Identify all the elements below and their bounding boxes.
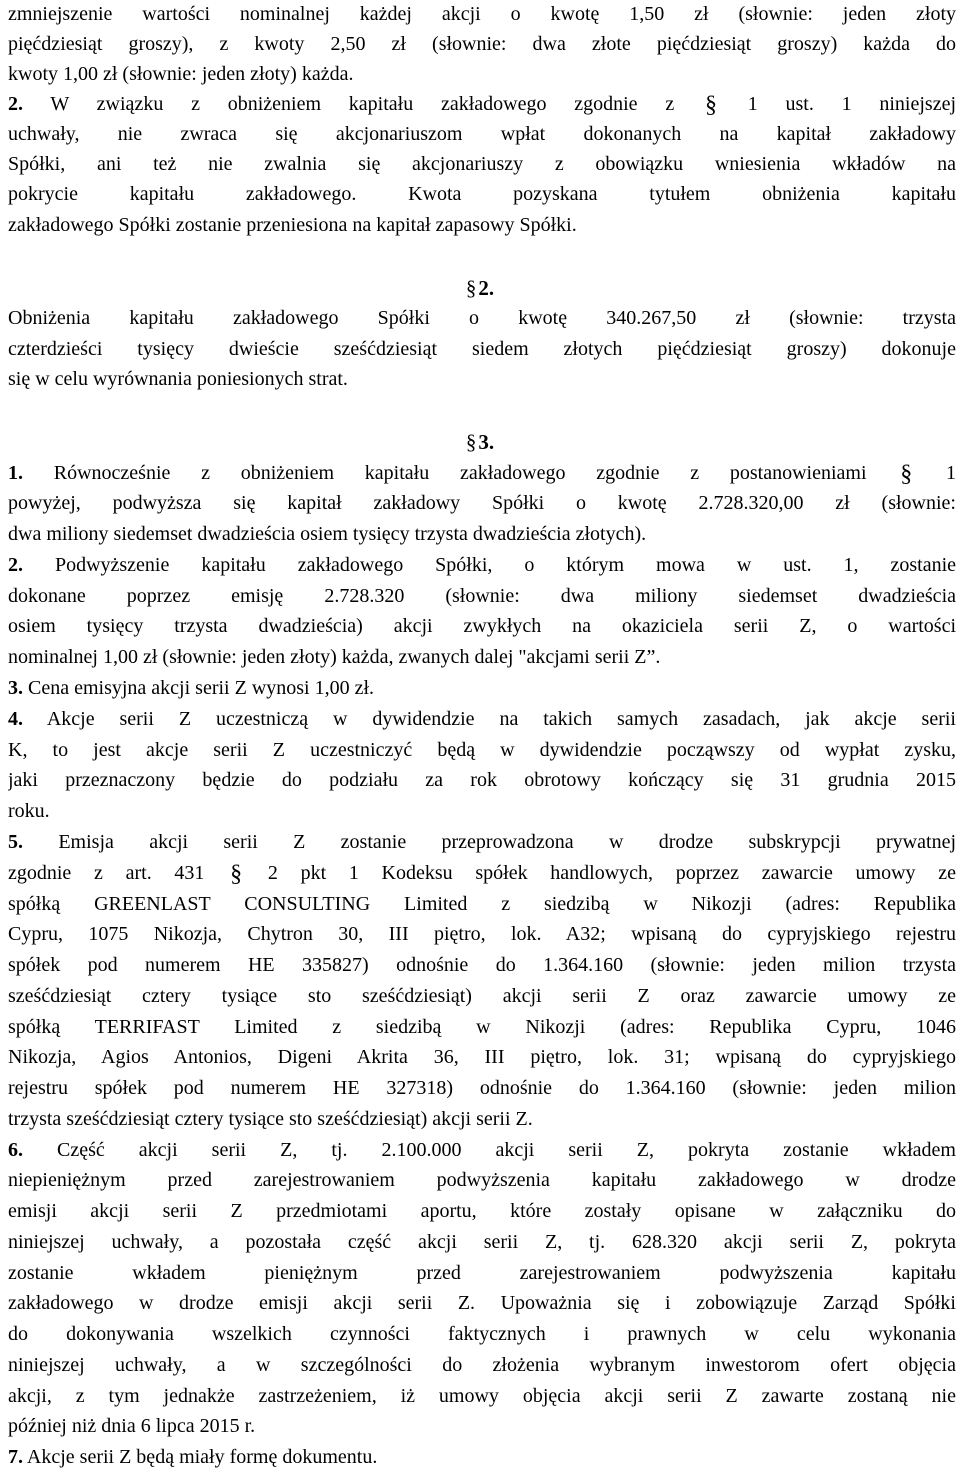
body-line: spółek pod numerem HE 335827) odnośnie do 1.364.160 (słownie: jeden milion trzysta bbox=[8, 954, 956, 976]
paragraph-number: 4. bbox=[8, 708, 23, 730]
body-text: 1 bbox=[946, 462, 956, 484]
paragraph-number: 7. bbox=[8, 1446, 23, 1468]
paragraph-number: 2. bbox=[8, 554, 23, 576]
body-line: roku. bbox=[8, 800, 50, 822]
body-line: akcji, z tym jednakże zastrzeżeniem, iż umowy objęcia akcji serii Z zawarte zostaną nie bbox=[8, 1385, 956, 1407]
body-line: zakładowego Spółki zostanie przeniesiona na kapitał zapasowy Spółki. bbox=[8, 214, 577, 236]
paragraph-number: 2. bbox=[8, 93, 23, 115]
section-sign: § bbox=[465, 276, 477, 300]
paragraph-number: 3. bbox=[8, 677, 23, 699]
body-line: Cypru, 1075 Nikozja, Chytron 30, III piętro, lok. A32; wpisaną do cypryjskiego rejestru bbox=[8, 923, 956, 945]
body-line: Nikozja, Agios Antonios, Digeni Akrita 36, III piętro, lok. 31; wpisaną do cypryjskiego bbox=[8, 1046, 956, 1068]
paragraph-3-7 bbox=[8, 1445, 956, 1469]
body-line: niniejszej uchwały, a pozostała część akcji serii Z, tj. 628.320 akcji serii Z, pokryta bbox=[8, 1231, 956, 1253]
body-text: Równocześnie z obniżeniem kapitału zakładowego zgodnie z postanowieniami bbox=[53, 462, 867, 484]
body-line: zmniejszenie wartości nominalnej każdej akcji o kwotę 1,50 zł (słownie: jeden złoty bbox=[8, 3, 956, 25]
body-line: sześćdziesiąt cztery tysiące sto sześćdziesiąt) akcji serii Z oraz zawarcie umowy ze bbox=[8, 985, 956, 1007]
paragraph-3-5-second-line bbox=[8, 861, 956, 885]
body-line: niepieniężnym przed zarejestrowaniem podwyższenia kapitału zakładowego w drodze bbox=[8, 1169, 956, 1191]
body-line: zakładowego w drodze emisji akcji serii Z. Upoważnia się i zobowiązuje Zarząd Spółki bbox=[8, 1292, 956, 1314]
body-line: dwa miliony siedemset dwadzieścia osiem tysięcy trzysta dwadzieścia złotych). bbox=[8, 523, 647, 545]
body-line: Obniżenia kapitału zakładowego Spółki o kwotę 340.267,50 zł (słownie: trzysta bbox=[8, 307, 956, 329]
body-line: do dokonywania wszelkich czynności faktycznych i prawnych w celu wykonania bbox=[8, 1323, 956, 1345]
body-line: niniejszej uchwały, a w szczególności do złożenia wybranym inwestorom ofert objęcia bbox=[8, 1354, 956, 1376]
body-line: K, to jest akcje serii Z uczestniczyć będą w dywidendzie począwszy od wypłat zysku, bbox=[8, 739, 956, 761]
body-line: zostanie wkładem pieniężnym przed zarejestrowaniem podwyższenia kapitału bbox=[8, 1262, 956, 1284]
body-line: później niż dnia 6 lipca 2015 r. bbox=[8, 1415, 256, 1437]
paragraph-number: 5. bbox=[8, 831, 23, 853]
body-line: trzysta sześćdziesiąt cztery tysiące sto sześćdziesiąt) akcji serii Z. bbox=[8, 1108, 533, 1130]
body-line: uchwały, nie zwraca się akcjonariuszom wpłat dokonanych na kapitał zakładowy bbox=[8, 123, 956, 145]
body-text: Akcje serii Z uczestniczą w dywidendzie na takich samych zasadach, jak akcje serii bbox=[46, 708, 956, 730]
body-line: emisji akcji serii Z przedmiotami aportu, które zostały opisane w załączniku do bbox=[8, 1200, 956, 1222]
body-line: powyżej, podwyższa się kapitał zakładowy Spółki o kwotę 2.728.320,00 zł (słownie: bbox=[8, 492, 956, 514]
paragraph-number: 1. bbox=[8, 462, 23, 484]
section-sign: § bbox=[900, 461, 913, 485]
body-line: nominalnej 1,00 zł (słownie: jeden złoty) każda, zwanych dalej "akcjami serii Z”. bbox=[8, 646, 661, 668]
section-sign: § bbox=[704, 92, 717, 116]
body-text: Część akcji serii Z, tj. 2.100.000 akcji serii Z, pokryta zostanie wkładem bbox=[57, 1139, 956, 1161]
section-heading-3 bbox=[0, 430, 960, 454]
paragraph-3-4-first-line bbox=[8, 707, 956, 731]
body-text: Cena emisyjna akcji serii Z wynosi 1,00 zł. bbox=[28, 677, 375, 699]
body-line: jaki przeznaczony będzie do podziału za rok obrotowy kończący się 31 grudnia 2015 bbox=[8, 769, 956, 791]
section-number: 2. bbox=[478, 276, 495, 300]
body-text: zgodnie z art. 431 bbox=[8, 862, 205, 884]
paragraph-3-2-first-line bbox=[8, 553, 956, 577]
body-line: pięćdziesiąt groszy), z kwoty 2,50 zł (słownie: dwa złote pięćdziesiąt groszy) każda do bbox=[8, 33, 956, 55]
body-line: Spółki, ani też nie zwalnia się akcjonariuszy z obowiązku wniesienia wkładów na bbox=[8, 153, 956, 175]
body-text: 2 pkt 1 Kodeksu spółek handlowych, poprzez zawarcie umowy ze bbox=[267, 862, 956, 884]
body-line: rejestru spółek pod numerem HE 327318) odnośnie do 1.364.160 (słownie: jeden milion bbox=[8, 1077, 956, 1099]
body-text: Podwyższenie kapitału zakładowego Spółki, o którym mowa w ust. 1, zostanie bbox=[54, 554, 956, 576]
body-line: dokonane poprzez emisję 2.728.320 (słownie: dwa miliony siedemset dwadzieścia bbox=[8, 585, 956, 607]
paragraph-3-1-first-line bbox=[8, 461, 956, 485]
body-text: Akcje serii Z będą miały formę dokumentu. bbox=[26, 1446, 378, 1468]
section-sign: § bbox=[230, 861, 243, 885]
body-line: czterdzieści tysięcy dwieście sześćdziesiąt siedem złotych pięćdziesiąt groszy) dokonuje bbox=[8, 338, 956, 360]
body-line: osiem tysięcy trzysta dwadzieścia) akcji zwykłych na okaziciela serii Z, o wartości bbox=[8, 615, 956, 637]
body-line: spółką TERRIFAST Limited z siedzibą w Nikozji (adres: Republika Cypru, 1046 bbox=[8, 1016, 956, 1038]
section-number: 3. bbox=[478, 430, 495, 454]
body-text: 1 ust. 1 niniejszej bbox=[747, 93, 956, 115]
paragraph-3-5-first-line bbox=[8, 830, 956, 854]
paragraph-3-3 bbox=[8, 676, 956, 700]
paragraph-number: 6. bbox=[8, 1139, 23, 1161]
paragraph-2-first-line bbox=[8, 92, 956, 116]
section-sign: § bbox=[465, 430, 477, 454]
body-line: spółką GREENLAST CONSULTING Limited z siedzibą w Nikozji (adres: Republika bbox=[8, 893, 956, 915]
body-text: W związku z obniżeniem kapitału zakładowego zgodnie z bbox=[50, 93, 675, 115]
body-line: kwoty 1,00 zł (słownie: jeden złoty) każda. bbox=[8, 63, 354, 85]
paragraph-3-6-first-line bbox=[8, 1138, 956, 1162]
body-text: Emisja akcji serii Z zostanie przeprowadzona w drodze subskrypcji prywatnej bbox=[58, 831, 956, 853]
section-heading-2 bbox=[0, 276, 960, 300]
body-line: się w celu wyrównania poniesionych strat. bbox=[8, 368, 348, 390]
body-line: pokrycie kapitału zakładowego. Kwota pozyskana tytułem obniżenia kapitału bbox=[8, 183, 956, 205]
